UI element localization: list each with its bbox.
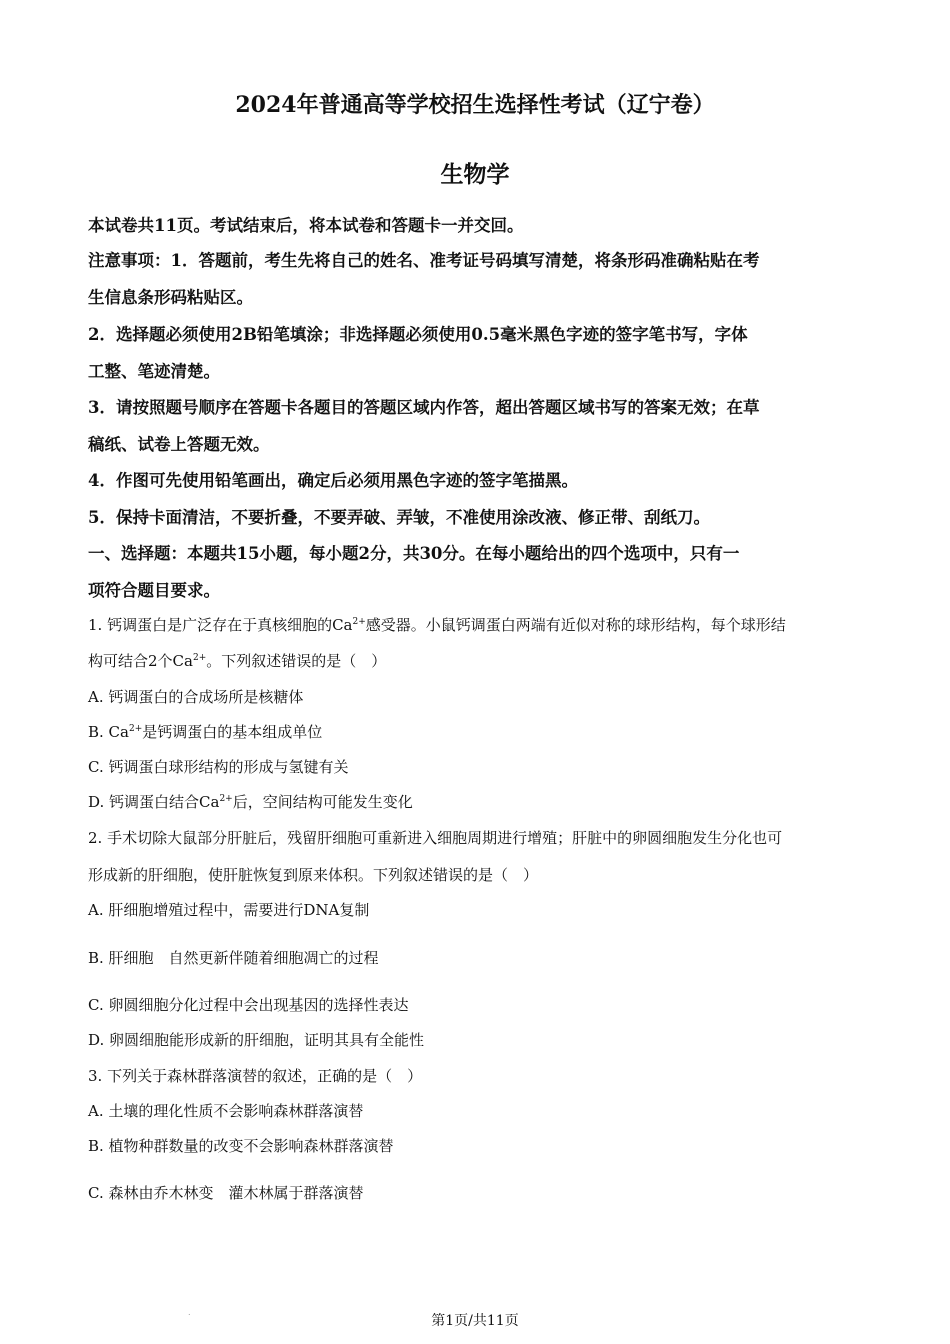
- scan-speck: .: [188, 1308, 191, 1317]
- question-1-stem-line-1: 1. 钙调蛋白是广泛存在于真核细胞的$Ca^{2+}$感受器。小鼠钙调蛋白两端有近似对称的球形结构，每个球形结: [88, 616, 786, 634]
- question-2-option-c: C. 卵圆细胞分化过程中会出现基因的选择性表达: [88, 996, 409, 1014]
- note-2-line-2: 工整、笔迹清楚。: [88, 362, 220, 381]
- page-number: 第1页/共11页: [431, 1313, 519, 1329]
- question-1-option-a: A. 钙调蛋白的合成场所是核糖体: [88, 688, 304, 706]
- intro-text: 本试卷共11页。考试结束后，将本试卷和答题卡一并交回。: [88, 216, 524, 235]
- question-1-option-b: B. $Ca^{2+}$是钙调蛋白的基本组成单位: [88, 723, 323, 741]
- question-3-option-b: B. 植物种群数量的改变不会影响森林群落演替: [88, 1137, 394, 1155]
- question-3-option-a: A. 土壤的理化性质不会影响森林群落演替: [88, 1102, 364, 1120]
- question-1-stem-line-2: 构可结合2个$Ca^{2+}$。下列叙述错误的是（ ）: [88, 652, 387, 670]
- question-2-option-a: A. 肝细胞增殖过程中，需要进行DNA复制: [88, 901, 370, 919]
- question-1-option-d: D. 钙调蛋白结合$Ca^{2+}$后，空间结构可能发生变化: [88, 793, 413, 811]
- section-1-heading-line-1: 一、选择题：本题共15小题，每小题2分，共30分。在每小题给出的四个选项中，只有一: [88, 544, 740, 563]
- subject-title: 生物学: [440, 161, 510, 188]
- note-3-line-1: 3．请按照题号顺序在答题卡各题目的答题区域内作答，超出答题区域书写的答案无效；在草: [88, 398, 760, 417]
- note-1-line-1: 注意事项：1．答题前，考生先将自己的姓名、准考证号码填写清楚，将条形码准确粘贴在考: [88, 251, 760, 270]
- question-2-option-d: D. 卵圆细胞能形成新的肝细胞，证明其具有全能性: [88, 1031, 425, 1049]
- question-2-option-b: B. 肝细胞 自然更新伴随着细胞凋亡的过程: [88, 949, 379, 967]
- question-1-option-c: C. 钙调蛋白球形结构的形成与氢键有关: [88, 758, 349, 776]
- exam-title: 2024年普通高等学校招生选择性考试（辽宁卷）: [235, 92, 715, 118]
- note-3-line-2: 稿纸、试卷上答题无效。: [88, 435, 270, 454]
- question-2-stem-line-1: 2. 手术切除大鼠部分肝脏后，残留肝细胞可重新进入细胞周期进行增殖；肝脏中的卵圆细胞发生分化也可: [88, 829, 783, 847]
- note-1-line-2: 生信息条形码粘贴区。: [88, 288, 253, 307]
- section-1-heading-line-2: 项符合题目要求。: [88, 581, 220, 600]
- question-3-option-c: C. 森林由乔木林变 灌木林属于群落演替: [88, 1184, 364, 1202]
- note-4: 4．作图可先使用铅笔画出，确定后必须用黑色字迹的签字笔描黑。: [88, 471, 578, 490]
- note-2-line-1: 2．选择题必须使用2B铅笔填涂；非选择题必须使用0.5毫米黑色字迹的签字笔书写，字体: [88, 325, 748, 344]
- question-2-stem-line-2: 形成新的肝细胞，使肝脏恢复到原来体积。下列叙述错误的是（ ）: [88, 866, 539, 884]
- note-5: 5．保持卡面清洁，不要折叠，不要弄破、弄皱，不准使用涂改液、修正带、刮纸刀。: [88, 508, 710, 527]
- question-3-stem: 3. 下列关于森林群落演替的叙述，正确的是（ ）: [88, 1067, 423, 1085]
